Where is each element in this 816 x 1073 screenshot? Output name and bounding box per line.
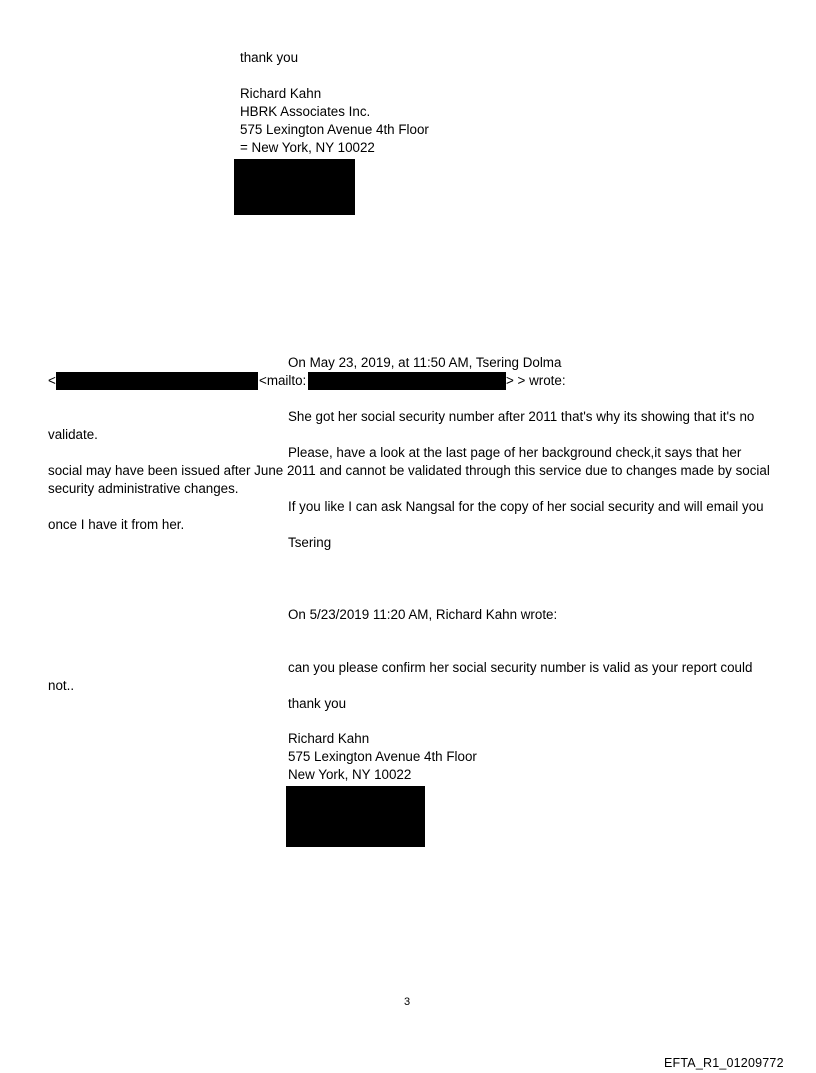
body-paragraph2-line2: social may have been issued after June 2011 and cannot be validated through this service due to changes made by social [48,463,770,478]
document-id: EFTA_R1_01209772 [664,1056,784,1070]
sender-address-line2: = New York, NY 10022 [240,140,375,155]
quoted-thanks-text: thank you [288,696,347,711]
body-paragraph1-line2: validate. [48,427,98,442]
redaction-box [308,372,506,390]
body-signoff: Tsering [288,535,332,550]
quoted-header-line: On 5/23/2019 11:20 AM, Richard Kahn wrote: [288,607,558,622]
body-paragraph2-line3: security administrative changes. [48,481,239,496]
redaction-box [56,372,258,390]
quoted-sender-name: Richard Kahn [288,731,370,746]
wrote-text: > > wrote: [506,373,566,388]
redaction-box [234,159,355,215]
body-paragraph3-line1: If you like I can ask Nangsal for the copy of her social security and will email you [288,499,764,514]
quoted-body-line1: can you please confirm her social security number is valid as your report could [288,660,753,675]
body-paragraph1-line1: She got her social security number after 2011 that's why its showing that it's no [288,409,755,424]
sender-address-line1: 575 Lexington Avenue 4th Floor [240,122,429,137]
quoted-address-line2: New York, NY 10022 [288,767,412,782]
quoted-address-line1: 575 Lexington Avenue 4th Floor [288,749,477,764]
open-bracket-text: < [48,373,56,388]
body-paragraph3-line2: once I have it from her. [48,517,185,532]
sender-company: HBRK Associates Inc. [240,104,371,119]
sender-name: Richard Kahn [240,86,322,101]
body-paragraph2-line1: Please, have a look at the last page of her background check,it says that her [288,445,742,460]
page-number: 3 [404,996,411,1008]
quoted-body-line2: not.. [48,678,75,693]
mailto-text: <mailto: [259,373,307,388]
redaction-box [286,786,425,847]
reply-header-line: On May 23, 2019, at 11:50 AM, Tsering Dolma [288,355,562,370]
thanks-text: thank you [240,50,299,65]
